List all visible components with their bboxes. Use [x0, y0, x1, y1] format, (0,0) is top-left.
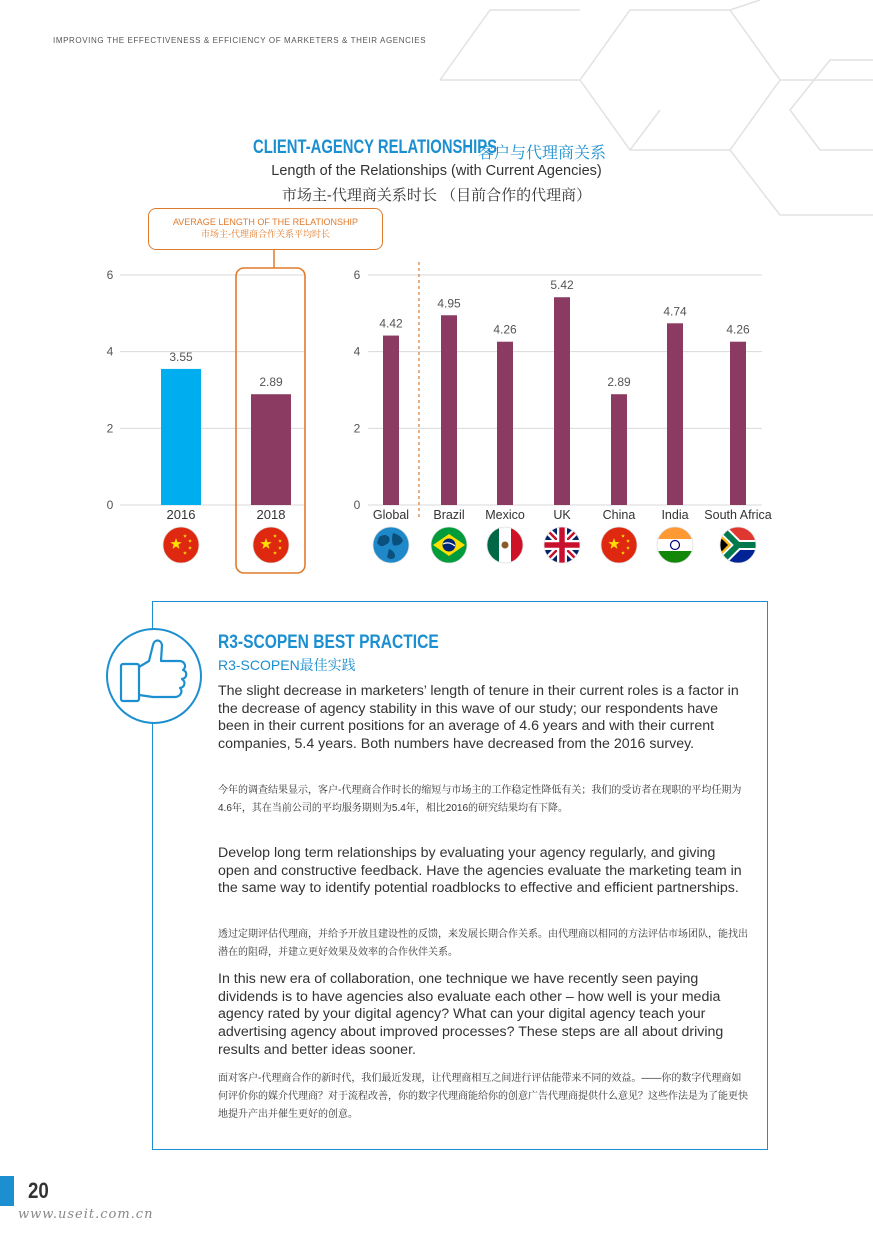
data-label-mexico: 4.26 — [493, 322, 517, 337]
globe-icon — [373, 527, 409, 563]
paragraph-3-en: In this new era of collaboration, one technique we have recently seen paying dividends is to have agencies also evaluate each other – how well is your media agency rated by your digital agency? What can your digital agency teach your advertising agency about improved processes? These steps are all about driving results and better ideas sooner. — [218, 971, 724, 1058]
paragraph-1-cn: 今年的调查结果显示，客户-代理商合作时长的缩短与市场主的工作稳定性降低有关；我们的受访者在现职的平均任期为4.6年，其在当前公司的平均服务期则为5.4年，相比2016的研究结果均有下降。 — [218, 785, 742, 814]
category-label-uk: UK — [553, 508, 571, 522]
y-tick-label: 6 — [353, 268, 361, 282]
y-tick-label: 0 — [106, 498, 114, 512]
thumbs-up-icon — [105, 627, 203, 725]
bar-2016 — [161, 369, 201, 505]
watermark: www.useit.com.cn — [18, 1207, 154, 1222]
callout-text-cn: 市场主-代理商合作关系平均时长 — [201, 229, 330, 239]
bar-mexico — [497, 342, 513, 505]
category-label-brazil: Brazil — [433, 508, 465, 522]
bar-india — [667, 323, 683, 505]
data-label-china: 2.89 — [607, 375, 631, 390]
data-label-south-africa: 4.26 — [726, 322, 750, 337]
y-tick-label: 4 — [353, 344, 361, 359]
data-label-brazil: 4.95 — [437, 296, 461, 311]
bar-south-africa — [730, 342, 746, 505]
bar-2018 — [251, 394, 291, 505]
page-number: 20 — [28, 1178, 49, 1203]
uk-flag-icon — [544, 527, 580, 563]
bar-global — [383, 336, 399, 505]
china-flag-icon — [601, 527, 637, 563]
y-tick-label: 2 — [106, 421, 114, 436]
india-flag-icon — [657, 527, 693, 563]
category-label-china: China — [602, 508, 636, 522]
best-practice-title: R3-SCOPEN BEST PRACTICE — [218, 632, 439, 653]
south-africa-flag-icon — [720, 527, 756, 563]
page-number-bar — [0, 1176, 14, 1206]
category-label-global: Global — [372, 508, 410, 522]
y-tick-label: 0 — [353, 498, 361, 512]
chart-title-cn: 客户与代理商关系 — [478, 145, 607, 162]
category-label-india: India — [661, 508, 689, 522]
category-label-mexico: Mexico — [485, 508, 525, 522]
y-tick-label: 2 — [353, 421, 361, 436]
chart-subtitle-cn: 市场主-代理商关系时长 （目前合作的代理商） — [281, 187, 592, 204]
chart-subtitle-en: Length of the Relationships (with Current Agencies) — [271, 163, 602, 179]
category-label-2018: 2018 — [256, 507, 286, 522]
china-flag-icon — [253, 527, 289, 563]
best-practice-subtitle: R3-SCOPEN最佳实践 — [218, 657, 356, 673]
average-length-callout — [148, 208, 383, 250]
paragraph-2-en: Develop long term relationships by evaluating your agency regularly, and giving open and constructive feedback. Have the agencies evaluate the marketing team in the same way to identify potential roadblocks to effective and efficient partnerships. — [218, 845, 742, 897]
paragraph-2-cn: 透过定期评估代理商，并给予开放且建设性的反馈，来发展长期合作关系。由代理商以相同的方法评估市场团队，能找出潜在的阻碍，并建立更好效果及效率的合作伙伴关系。 — [218, 929, 748, 958]
y-tick-label: 6 — [106, 268, 114, 282]
y-tick-label: 4 — [106, 344, 114, 359]
brazil-flag-icon — [431, 527, 467, 563]
category-label-2016: 2016 — [166, 507, 196, 522]
callout-text-en: AVERAGE LENGTH OF THE RELATIONSHIP — [172, 217, 359, 227]
data-label-2016: 3.55 — [169, 349, 193, 364]
category-label-south-africa: South Africa — [704, 508, 772, 522]
data-label-2018: 2.89 — [259, 375, 283, 390]
data-label-india: 4.74 — [663, 304, 687, 319]
bar-uk — [554, 297, 570, 505]
china-flag-icon — [163, 527, 199, 563]
mexico-flag-icon — [487, 527, 523, 563]
bar-china — [611, 394, 627, 505]
running-header: IMPROVING THE EFFECTIVENESS & EFFICIENCY OF MARKETERS & THEIR AGENCIES — [53, 36, 427, 45]
data-label-uk: 5.42 — [550, 278, 574, 293]
paragraph-3-cn: 面对客户-代理商合作的新时代，我们最近发现，让代理商相互之间进行评估能带来不同的效益。——你的数字代理商如何评价你的媒介代理商？对于流程改善，你的数字代理商能给你的创意广告代理商提供什么意见？这些作法是为了能更快地提升产出并催生更好的创意。 — [218, 1073, 748, 1120]
bar-brazil — [441, 315, 457, 505]
data-label-global: 4.42 — [379, 316, 403, 331]
relationship-length-charts — [0, 250, 873, 580]
paragraph-1-en: The slight decrease in marketers’ length of tenure in their current roles is a factor in the decrease of agency stability in this wave of our study; our respondents have been in their current positions for an average of 4.6 years and with their current companies, 5.4 years. Both numbers have decreased from the 2016 survey. — [218, 683, 739, 753]
chart-title-en: CLIENT-AGENCY RELATIONSHIPS — [253, 137, 498, 158]
